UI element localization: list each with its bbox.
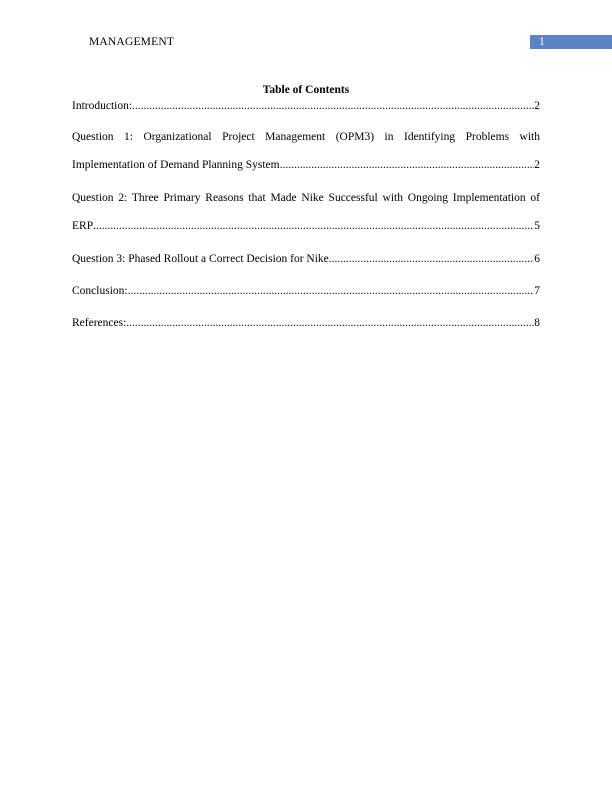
toc-entry-question-1[interactable] [72, 130, 540, 172]
toc-entry-label: Introduction: [72, 100, 133, 112]
toc-entry-label-continued: Implementation of Demand Planning System. [72, 159, 283, 171]
page-number-bar [530, 35, 612, 49]
toc-entry-label: References: [72, 317, 127, 329]
dot-leader [93, 219, 534, 233]
dot-leader [282, 158, 534, 172]
toc-entry-label: Conclusion: [72, 285, 128, 297]
toc-entry-page: 7 [534, 285, 540, 297]
toc-entry-introduction[interactable] [72, 99, 540, 113]
toc-entry-page: 6 [534, 253, 540, 265]
toc-entry-page: 2 [534, 159, 540, 171]
dot-leader [128, 284, 535, 298]
page-number: 1 [539, 36, 545, 48]
toc-entry-conclusion[interactable] [72, 284, 540, 298]
toc-entry-label: Question 1: Organizational Project Management (OPM3) in Identifying Problems with [72, 131, 540, 143]
dot-leader [132, 99, 534, 113]
toc-entry-page: 5 [534, 220, 540, 232]
running-head: MANAGEMENT [89, 36, 175, 48]
toc-entry-question-2[interactable] [72, 191, 540, 233]
dot-leader [329, 252, 534, 266]
dot-leader [126, 316, 534, 330]
toc-entry-label-continued: ERP [72, 220, 94, 232]
toc-title: Table of Contents [262, 84, 350, 96]
toc-entry-page: 2 [534, 100, 540, 112]
toc-entry-page: 8 [534, 317, 540, 329]
toc-entry-question-3[interactable] [72, 252, 540, 266]
toc-entry-references[interactable] [72, 316, 540, 330]
toc-entry-label: Question 3: Phased Rollout a Correct Decision for Nike [72, 253, 329, 265]
toc-entry-label: Question 2: Three Primary Reasons that Made Nike Successful with Ongoing Implementation of [72, 192, 540, 204]
